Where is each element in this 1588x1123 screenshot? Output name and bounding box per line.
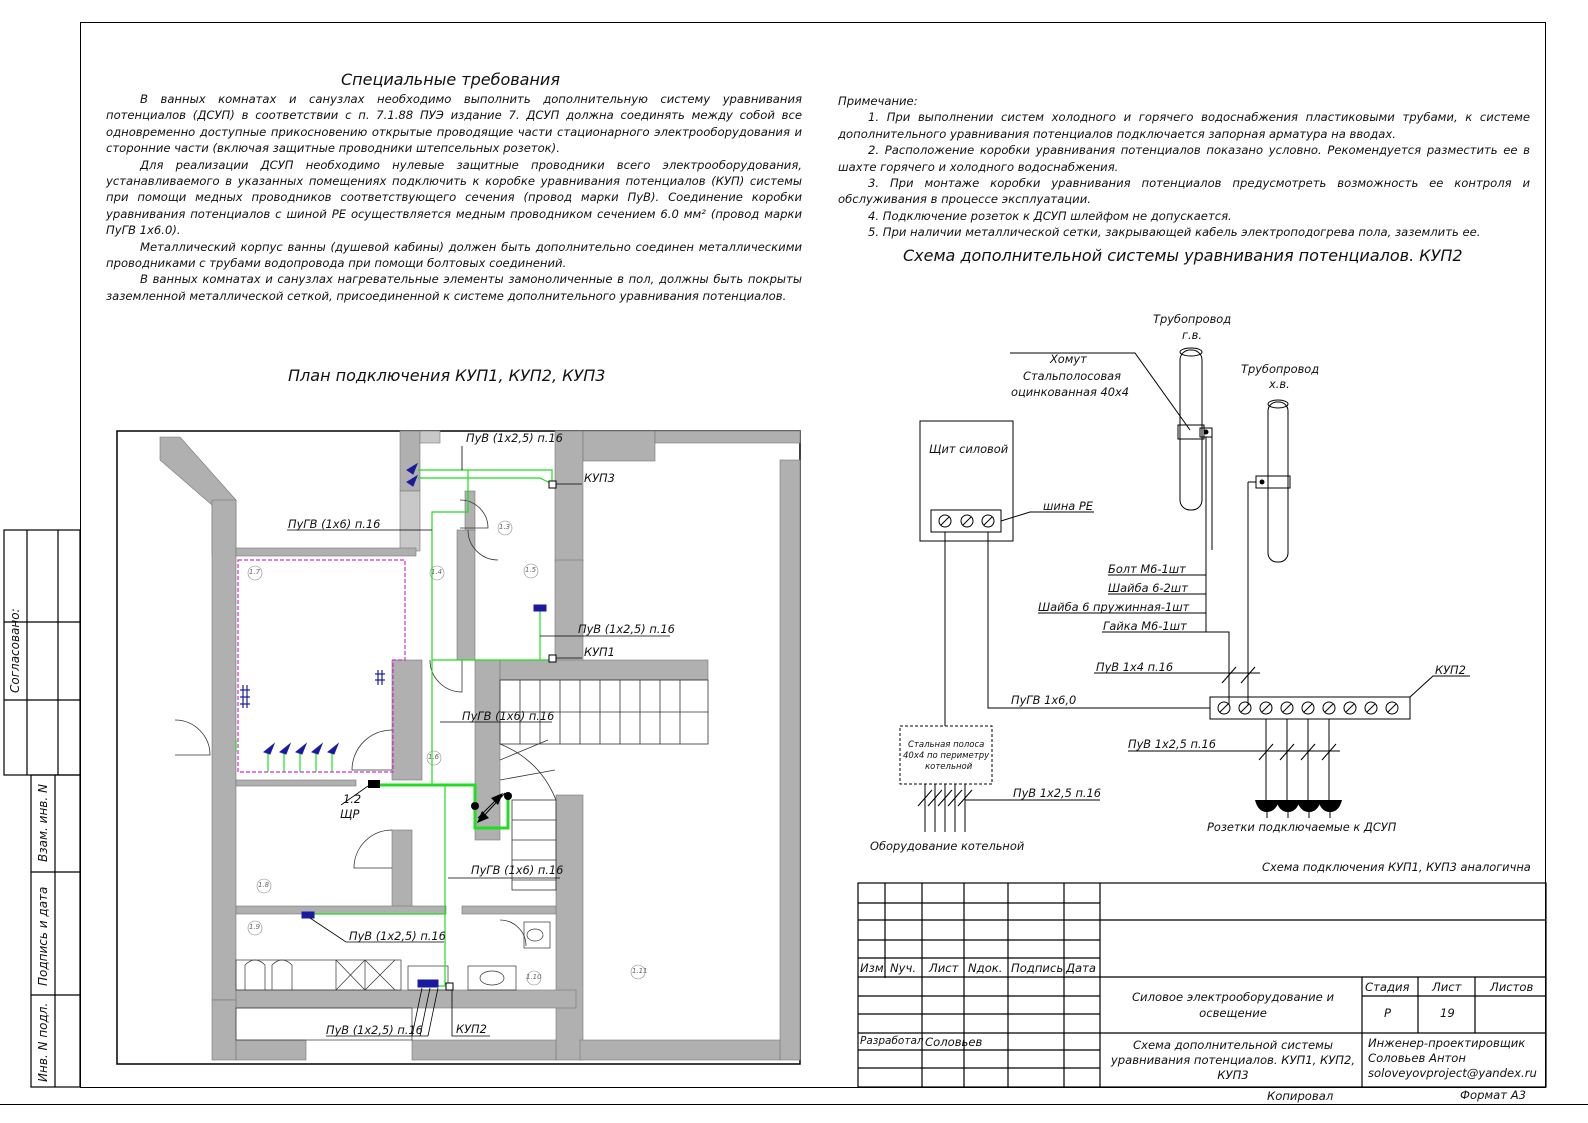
hardware-nut: Гайка М6-1шт <box>1103 619 1187 633</box>
stamp-sheet-title: Схема дополнительной системы уравнивания потенциалов. КУП1, КУП2, КУП3 <box>1110 1038 1356 1082</box>
stamp-format: Формат А3 <box>1460 1088 1527 1102</box>
stamp-col-izm: Изм. <box>860 961 888 975</box>
plan-label-puv-low: ПуВ (1х2,5) п.16 <box>349 929 446 943</box>
stamp-col-nuch: Nуч. <box>890 961 917 975</box>
room-number: 1.3 <box>499 523 511 531</box>
stamp-sheets-header: Листов <box>1490 980 1534 994</box>
pipe-cold-label-1: Трубопровод <box>1241 362 1320 376</box>
clamp-label-2: Стальполосовая <box>1023 369 1122 383</box>
room-number: 1.9 <box>249 923 261 931</box>
hardware-bolt: Болт М6-1шт <box>1108 562 1186 576</box>
plan-label-puv-top: ПуВ (1х2,5) п.16 <box>466 431 563 445</box>
plan-title: План подключения КУП1, КУП2, КУП3 <box>288 366 606 385</box>
requirement-paragraph: Металлический корпус ванны (душевой кабины) должен быть дополнительно соединен металлическими проводниками с трубами водопровода при помощи болтовых соединений. <box>106 239 802 271</box>
bus-label: шина PE <box>1043 499 1093 513</box>
hardware-washer: Шайба 6-2шт <box>1108 581 1188 595</box>
stamp-col-date: Дата <box>1066 961 1097 975</box>
room-number: 1.8 <box>258 881 270 889</box>
boiler-label: Оборудование котельной <box>870 839 1025 853</box>
stamp-developer-name: Соловьев <box>925 1035 983 1049</box>
stamp-col-ndok: Nдок. <box>968 961 1003 975</box>
clamp-label-1: Хомут <box>1050 352 1087 366</box>
pugv-label: ПуГВ 1х6,0 <box>1011 693 1077 707</box>
room-number: 1.5 <box>525 566 537 574</box>
notes-heading: Примечание: <box>838 94 918 108</box>
room-number: 1.4 <box>431 568 443 576</box>
inv-zam-label: Взам. инв. N <box>36 784 50 862</box>
agreed-label: Согласовано: <box>8 608 22 693</box>
note-item: 2. Расположение коробки уравнивания потенциалов показано условно. Рекомендуется разместить ее в шахте горячего и холодного водоснабжения. <box>838 143 1530 174</box>
pipe-hot-label-1: Трубопровод <box>1153 312 1232 326</box>
requirement-paragraph: В ванных комнатах и санузлах нагревательные элементы замоноличенные в пол, должны быть покрыты заземленной металлической сеткой, присоединенной к системе дополнительного уравнивания потенциалов. <box>106 272 802 303</box>
stamp-stage-header: Стадия <box>1365 980 1410 994</box>
scheme-title: Схема дополнительной системы уравнивания потенциалов. КУП2 <box>903 246 1463 265</box>
plan-label-shr: ЩР <box>340 807 360 821</box>
room-number: 1.10 <box>526 973 542 981</box>
steel-strip-label-3: котельной <box>925 762 973 772</box>
inv-podl-label: Инв. N подл. <box>36 1002 50 1082</box>
plan-label-pugv-low: ПуГВ (1х6) п.16 <box>471 863 564 877</box>
sign-date-label: Подпись и дата <box>36 886 50 986</box>
sockets-label: Розетки подключаемые к ДСУП <box>1207 820 1397 834</box>
requirement-paragraph: Для реализации ДСУП необходимо нулевые защитные проводники всего электрооборудования, устанавливаемого в указанных помещениях подключить к коробке уравнивания потенциалов (КУП) системы при помощи медных проводников соответствующего сечения (провод марки ПуВ). Соединение коробки уравнивания потенциалов с шиной PE осуществляется медным проводником сечением 6.0 мм² (провод марки ПуГВ 1х6.0). <box>106 157 802 238</box>
hardware-spring-washer: Шайба 6 пружинная-1шт <box>1038 600 1190 614</box>
puv-25-label-b: ПуВ 1х2,5 п.16 <box>1013 786 1102 800</box>
note-item: 5. При наличии металлической сетки, закрывающей кабель электроподогрева пола, заземлить ее. <box>868 225 1481 240</box>
analog-note: Схема подключения КУП1, КУП3 аналогична <box>1262 860 1531 874</box>
note-item: 4. Подключение розеток к ДСУП шлейфом не допускается. <box>868 208 1232 223</box>
stamp-project: Силовое электрооборудование и освещение <box>1131 990 1335 1020</box>
room-number: 1.11 <box>632 967 648 975</box>
plan-label-pugv-top: ПуГВ (1х6) п.16 <box>288 517 381 531</box>
pipe-hot-label-2: г.в. <box>1182 328 1202 342</box>
steel-strip-label-1: Стальная полоса <box>908 740 985 750</box>
room-number: 1.7 <box>249 568 261 576</box>
stamp-developer-role: Разработал <box>860 1035 924 1047</box>
special-requirements-title: Специальные требования <box>341 70 560 89</box>
plan-label-kup3: КУП3 <box>584 471 615 485</box>
stamp-col-list: Лист <box>929 961 959 975</box>
stamp-sheet-header: Лист <box>1432 980 1462 994</box>
stamp-sheet-value: 19 <box>1440 1006 1455 1020</box>
kup2-label: КУП2 <box>1435 663 1466 677</box>
stamp-org-2: Соловьев Антон <box>1368 1051 1466 1065</box>
plan-label-shr-number: 1.2 <box>343 792 362 806</box>
plan-label-puv-mid: ПуВ (1х2,5) п.16 <box>578 622 675 636</box>
stamp-stage-value: Р <box>1384 1006 1391 1020</box>
stamp-col-sign: Подпись <box>1011 961 1064 975</box>
steel-strip-label-2: 40х4 по периметру <box>903 751 990 761</box>
plan-label-puv-bottom: ПуВ (1х2,5) п.16 <box>326 1023 423 1037</box>
pipe-cold-label-2: х.в. <box>1269 377 1290 391</box>
puv-25-label-a: ПуВ 1х2,5 п.16 <box>1128 737 1217 751</box>
plan-label-kup2: КУП2 <box>456 1022 487 1036</box>
puv-1x4-label: ПуВ 1х4 п.16 <box>1096 660 1174 674</box>
stamp-org-1: Инженер-проектировщик <box>1368 1036 1526 1050</box>
note-item: 1. При выполнении систем холодного и горячего водоснабжения пластиковыми трубами, к системе дополнительного уравнивания потенциалов подключается запорная арматура на вводах. <box>838 110 1530 141</box>
plan-label-pugv-mid: ПуГВ (1х6) п.16 <box>462 709 555 723</box>
note-item: 3. При монтаже коробки уравнивания потенциалов предусмотреть возможность ее контроля и обслуживания в процессе эксплуатации. <box>838 176 1530 207</box>
requirement-paragraph: В ванных комнатах и санузлах необходимо выполнить дополнительную систему уравнивания потенциалов (ДСУП) в соответствии с п. 7.1.88 ПУЭ издание 7. ДСУП должна соединять между собой все одновременно доступные прикосновению открытые проводящие части стационарного электрооборудования и сторонние части (включая защитные проводники штепсельных розеток). <box>106 92 802 156</box>
panel-label: Щит силовой <box>929 442 1009 456</box>
room-number: 1.6 <box>428 753 440 761</box>
stamp-copied: Копировал <box>1267 1089 1334 1103</box>
stamp-org-3: soloveyovproject@yandex.ru <box>1368 1066 1537 1080</box>
plan-label-kup1: КУП1 <box>584 645 615 659</box>
clamp-label-3: оцинкованная 40х4 <box>1011 385 1129 399</box>
